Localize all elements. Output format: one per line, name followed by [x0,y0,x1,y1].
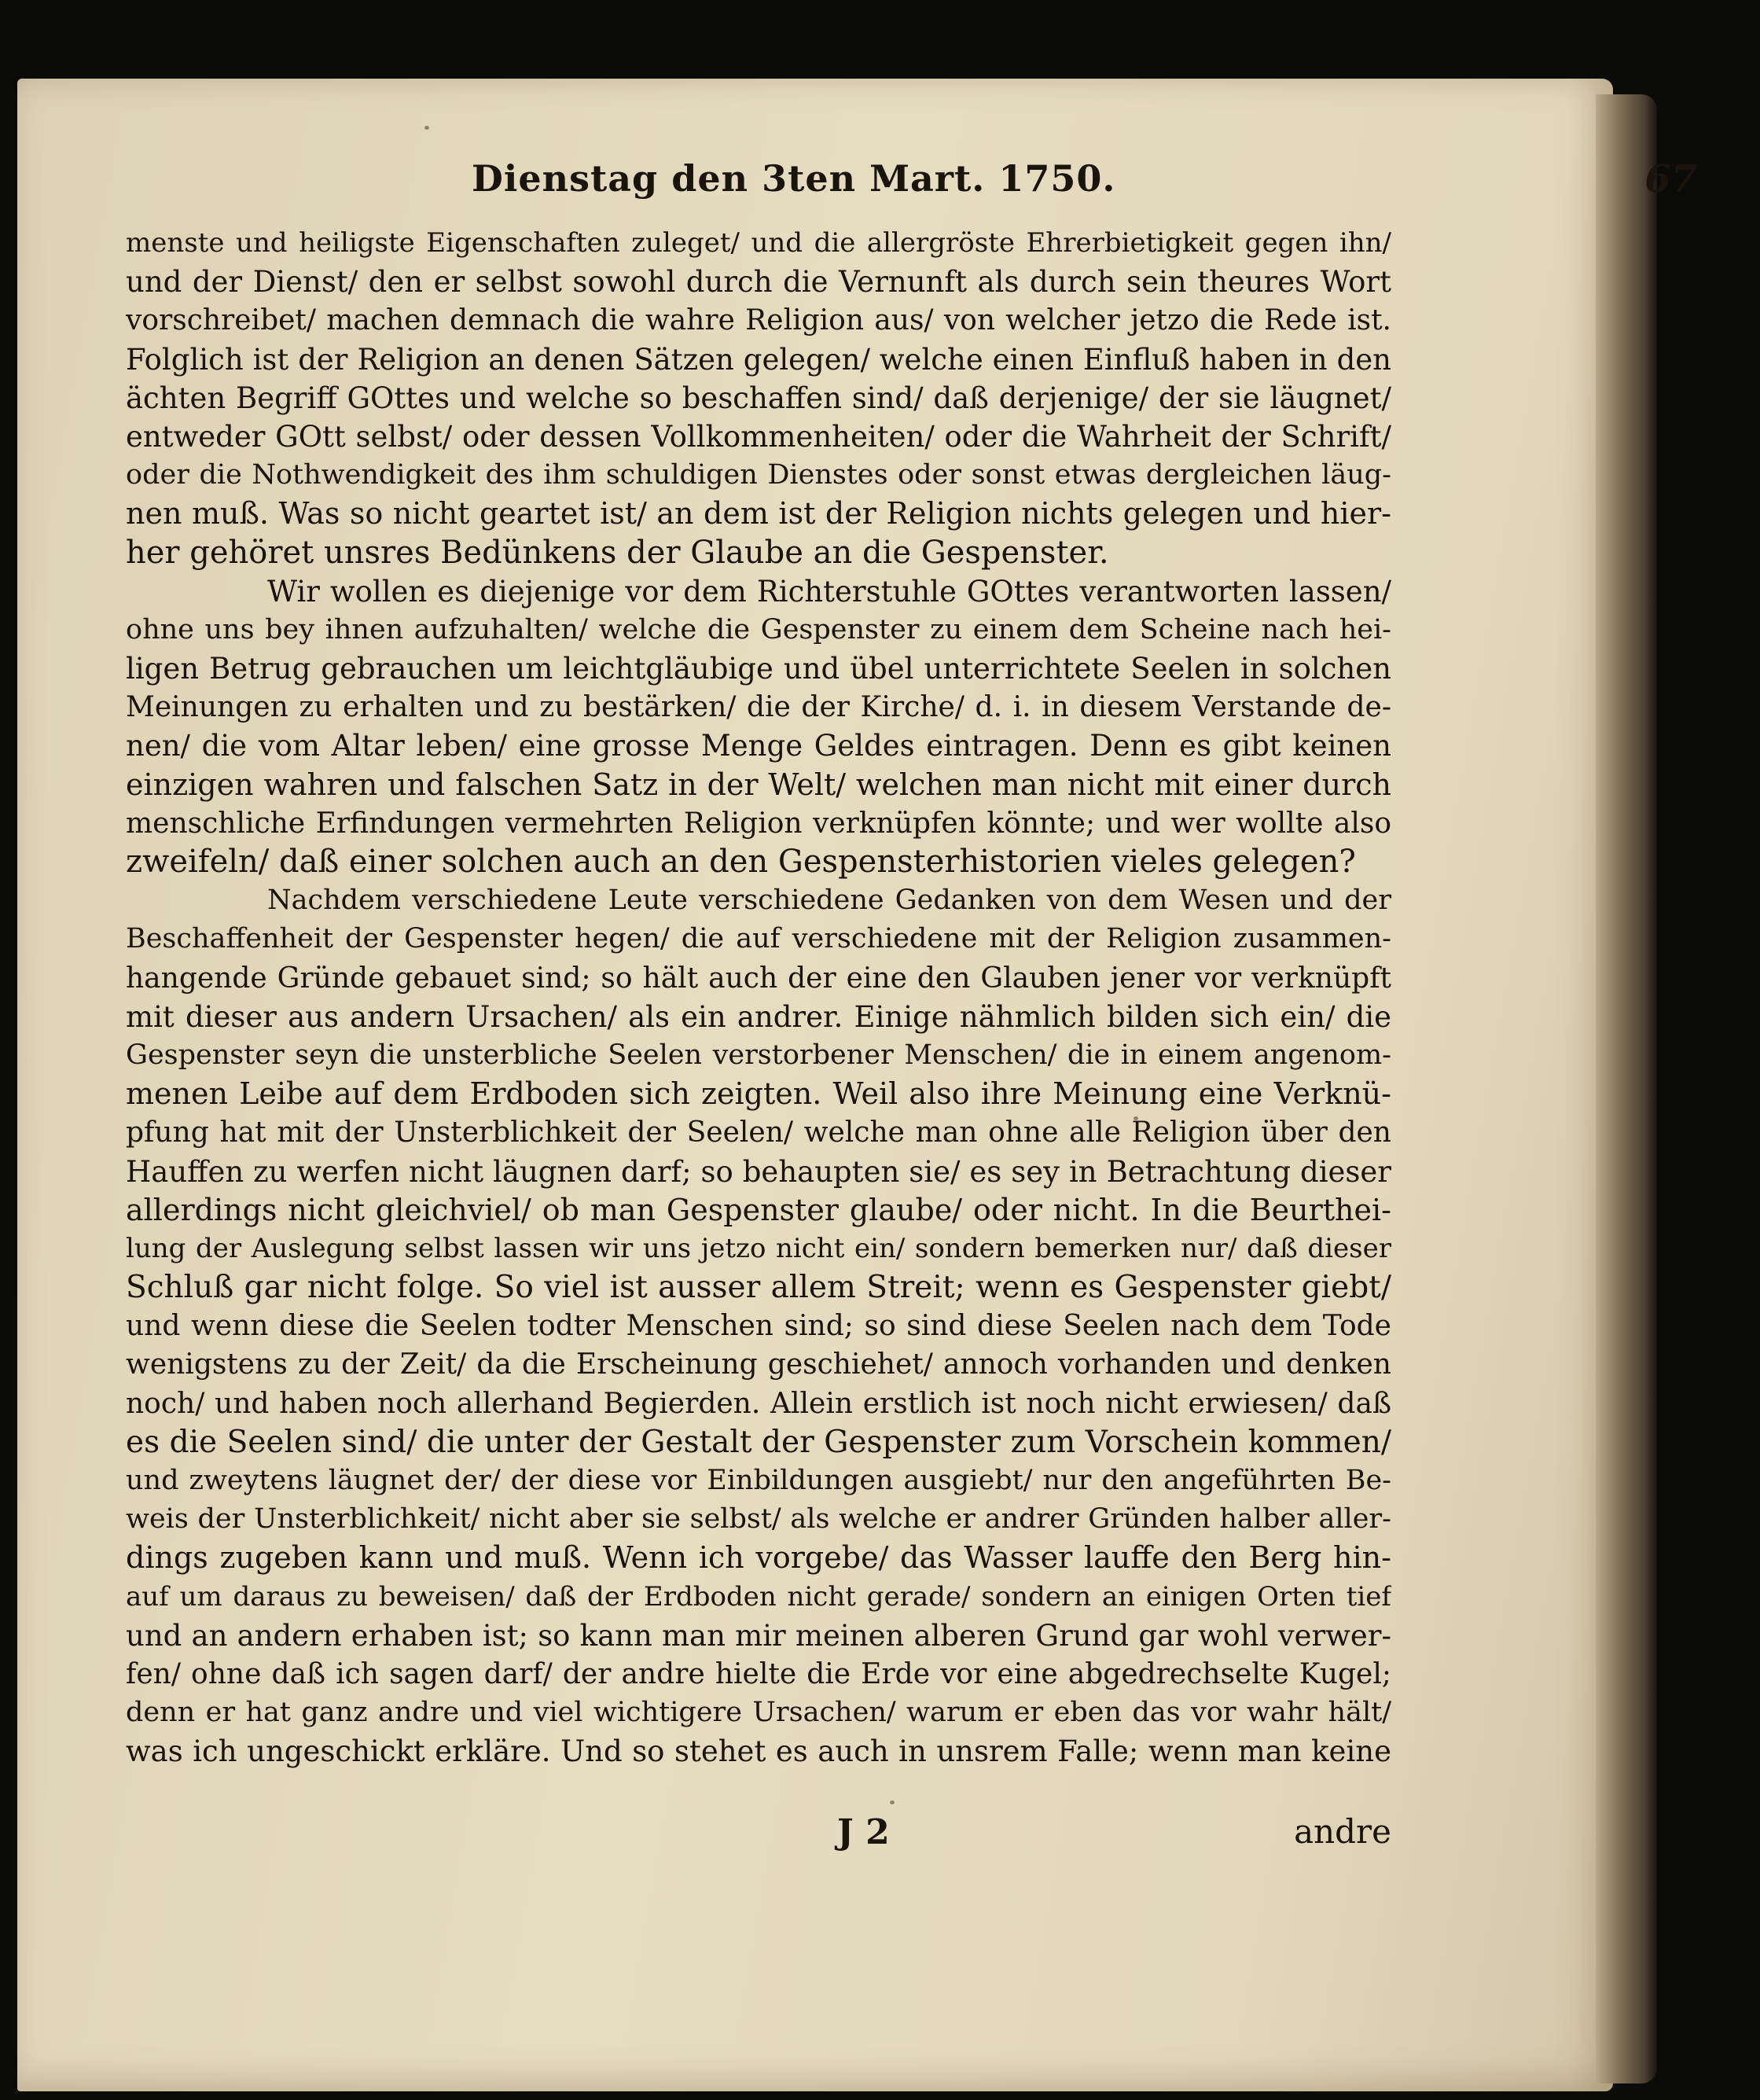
text-line: und wenn diese die Seelen todter Menschen sind; so sind diese Seelen nach dem Tode [126,1310,1391,1343]
text-line: menschliche Erfindungen vermehrten Religion verknüpfen könnte; und wer wollte also [126,807,1391,840]
text-line: es die Seelen sind/ die unter der Gestalt der Gespenster zum Vorschein kommen/ [126,1424,1391,1460]
text-line: ächten Begriff GOttes und welche so beschaffen sind/ daß derjenige/ der sie läugnet/ [126,381,1391,415]
paragraph [126,224,1391,572]
page-edge-shadow [1596,94,1657,2083]
text-line: noch/ und haben noch allerhand Begierden. Allein erstlich ist noch nicht erwiesen/ daß [126,1387,1391,1420]
catchword: andre [1294,1812,1391,1851]
text-line: mit dieser aus andern Ursachen/ als ein andrer. Einige nähmlich bilden sich ein/ die [126,999,1391,1034]
paragraph [126,572,1391,882]
text-line: und an andern erhaben ist; so kann man mir meinen alberen Grund gar wohl verwer- [126,1618,1391,1653]
text-line: denn er hat ganz andre und viel wichtigere Ursachen/ warum er eben das vor wahr hält/ [126,1697,1391,1729]
text-line: vorschreibet/ machen demnach die wahre Religion aus/ von welcher jetzo die Rede ist. [126,304,1391,337]
text-line: hangende Gründe gebauet sind; so hält auch der eine den Glauben jener vor verknüpft [126,962,1391,995]
text-line: Schluß gar nicht folge. So viel ist ausser allem Streit; wenn es Gespenster giebt/ [126,1270,1391,1306]
text-line: Nachdem verschiedene Leute verschiedene Gedanken von dem Wesen und der [267,885,1391,917]
text-line: was ich ungeschickt erkläre. Und so stehet es auch in unsrem Falle; wenn man keine [126,1734,1391,1769]
text-line: Meinungen zu erhalten und zu bestärken/ die der Kirche/ d. i. in diesem Verstande de- [126,691,1391,724]
page-header [472,157,1729,204]
text-line: pfung hat mit der Unsterblichkeit der Seelen/ welche man ohne alle Religion über den [126,1116,1391,1149]
text-line: Wir wollen es diejenige vor dem Richterstuhle GOttes verantworten lassen/ [267,574,1391,609]
text-line: einzigen wahren und falschen Satz in der Welt/ welchen man nicht mit einer durch [126,767,1391,802]
text-line: und der Dienst/ den er selbst sowohl durch die Vernunft als durch sein theures Wort [126,265,1391,300]
text-line: wenigstens zu der Zeit/ da die Erscheinung geschiehet/ annoch vorhanden und denken [126,1348,1391,1381]
page-number: 67 [1644,157,1697,201]
text-line: nen/ die vom Altar leben/ eine grosse Menge Geldes eintragen. Denn es gibt keinen [126,729,1391,763]
text-line: ligen Betrug gebrauchen um leichtgläubige und übel unterrichtete Seelen in solchen [126,652,1391,686]
text-line: fen/ ohne daß ich sagen darf/ der andre hielte die Erde vor eine abgedrechselte Kugel; [126,1657,1391,1690]
text-line: allerdings nicht gleichviel/ ob man Gespenster glaube/ oder nicht. In die Beurthei- [126,1192,1391,1227]
text-line: entweder GOtt selbst/ oder dessen Vollkommenheiten/ oder die Wahrheit der Schrift/ [126,419,1391,454]
text-line: lung der Auslegung selbst lassen wir uns jetzo nicht ein/ sondern bemerken nur/ daß dieser [126,1232,1391,1264]
text-line: weis der Unsterblichkeit/ nicht aber sie selbst/ als welche er andrer Gründen halber aller- [126,1503,1391,1535]
text-line: menen Leibe auf dem Erdboden sich zeigten. Weil also ihre Meinung eine Verknü- [126,1076,1391,1112]
text-line: menste und heiligste Eigenschaften zuleget/ und die allergröste Ehrerbietigkeit gegen ihn/ [126,227,1391,259]
page-footer [126,1812,1391,1859]
text-line: her gehöret unsres Bedünkens der Glaube an die Gespenster. [126,534,1109,571]
running-title: Dienstag den 3ten Mart. 1750. [472,157,1116,200]
text-line: oder die Nothwendigkeit des ihm schuldigen Dienstes oder sonst etwas dergleichen läug- [126,459,1391,491]
text-line: dings zugeben kann und muß. Wenn ich vorgebe/ das Wasser lauffe den Berg hin- [126,1540,1391,1576]
signature-mark: J 2 [837,1812,890,1852]
paragraph [126,881,1391,1771]
paper-stain [890,1800,895,1804]
text-line: nen muß. Was so nicht geartet ist/ an dem ist der Religion nichts gelegen und hier- [126,496,1391,531]
text-line: Hauffen zu werfen nicht läugnen darf; so behaupten sie/ es sey in Betrachtung dieser [126,1154,1391,1189]
text-line: ohne uns bey ihnen aufzuhalten/ welche die Gespenster zu einem dem Scheine nach hei- [126,613,1391,645]
text-line: zweifeln/ daß einer solchen auch an den Gespensterhistorien vieles gelegen? [126,844,1356,880]
text-line: Beschaffenheit der Gespenster hegen/ die auf verschiedene mit der Religion zusammen- [126,923,1391,955]
text-line: Folglich ist der Religion an denen Sätzen gelegen/ welche einen Einfluß haben in den [126,342,1391,377]
text-line: Gespenster seyn die unsterbliche Seelen verstorbener Menschen/ die in einem angenom- [126,1039,1391,1071]
text-line: auf um daraus zu beweisen/ daß der Erdboden nicht gerade/ sondern an einigen Orten tief [126,1580,1391,1613]
body-text [126,224,1391,1771]
paper-stain [424,126,429,130]
text-line: und zweytens läugnet der/ der diese vor Einbildungen ausgiebt/ nur den angeführten Be- [126,1465,1391,1496]
